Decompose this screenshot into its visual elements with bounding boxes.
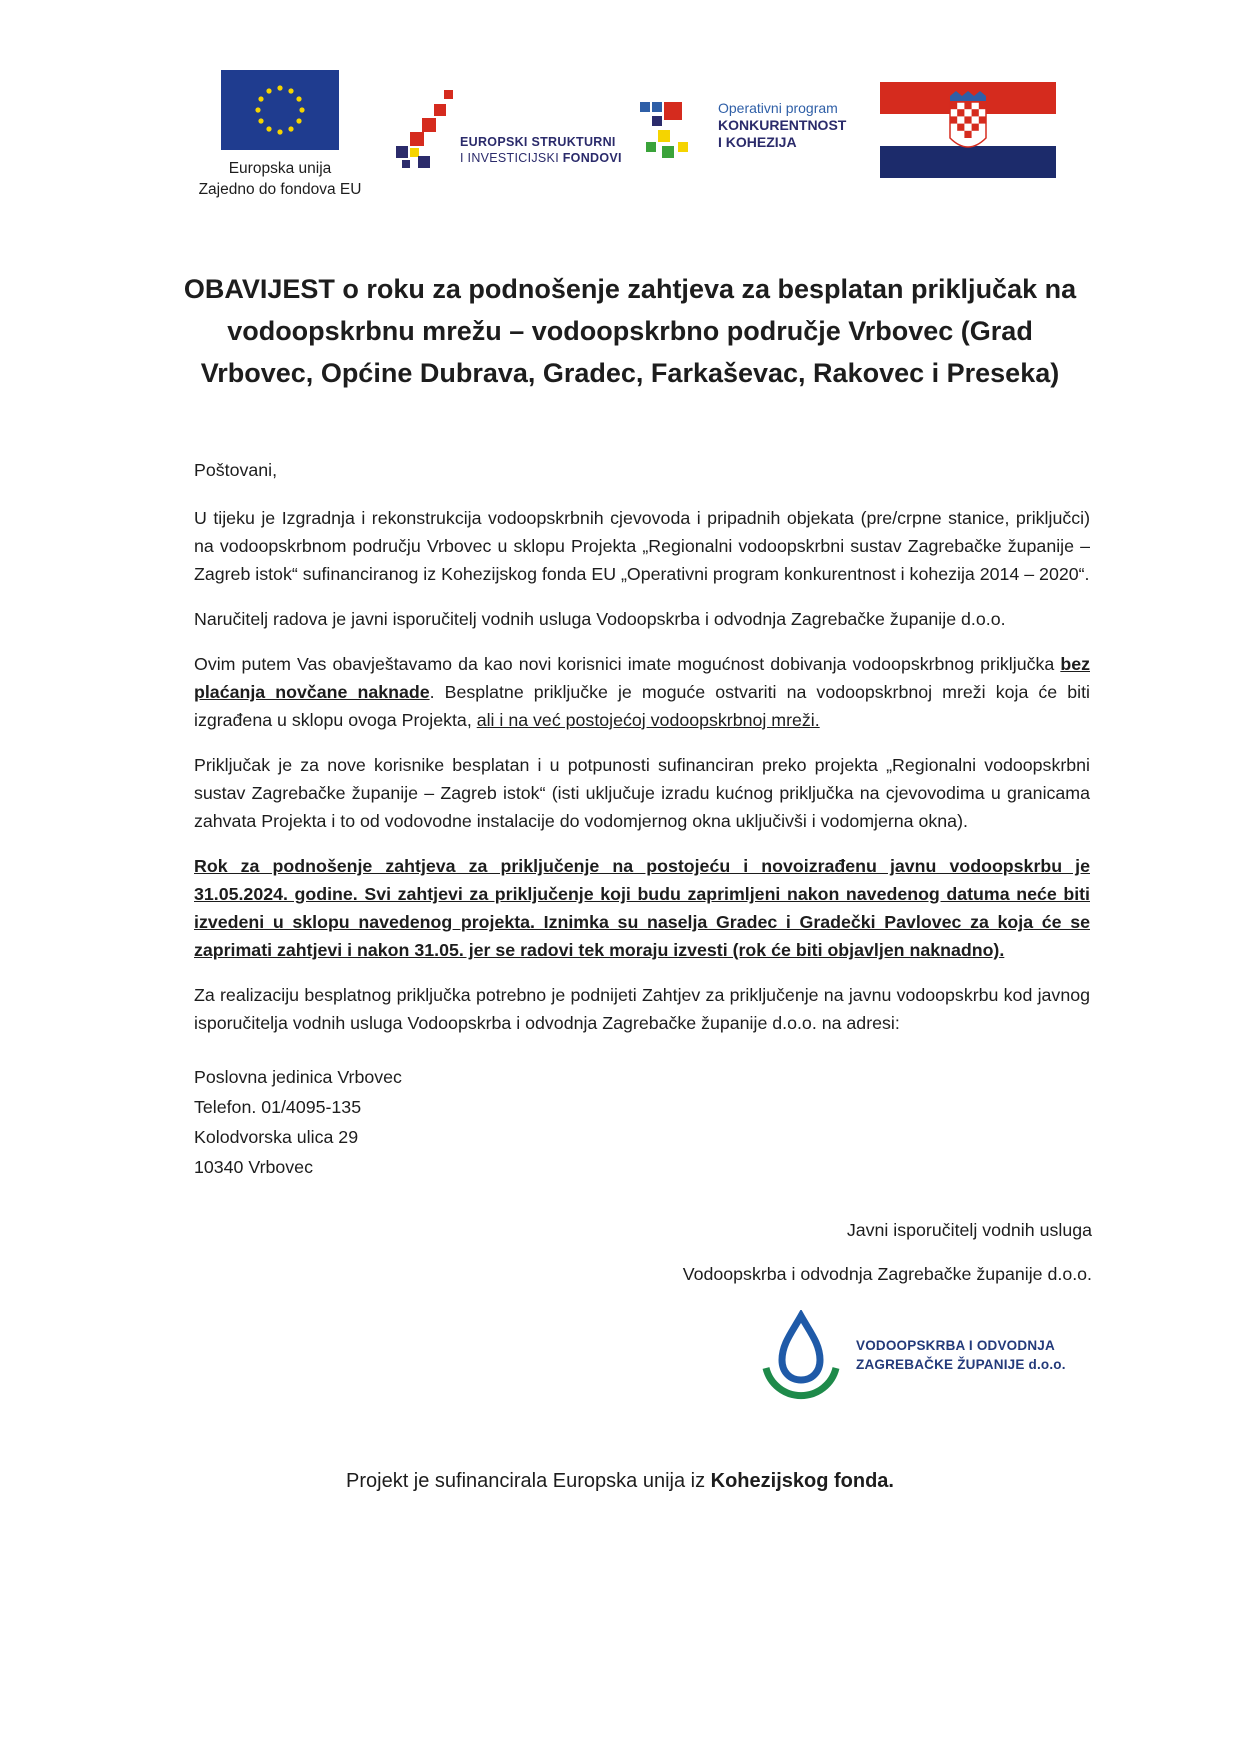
op-squares-icon [640, 102, 706, 162]
eu-caption-line2: Zajedno do fondova EU [198, 181, 362, 198]
esif-line2: I INVESTICIJSKI FONDOVI [460, 151, 622, 165]
eu-logo [190, 70, 370, 200]
esif-squares-icon [392, 90, 462, 190]
address-block [194, 1062, 1090, 1182]
croatia-flag-icon [880, 82, 1056, 178]
footer-note: Projekt je sufinancirala Europska unija iz Kohezijskog fonda. [346, 1470, 894, 1492]
greeting: Poštovani, [194, 460, 278, 480]
esif-logo [392, 90, 622, 190]
eu-caption-line1: Europska unija [228, 160, 332, 177]
paragraph-application: Za realizaciju besplatnog priključka potrebno je podnijeti Zahtjev za priključenje na javnu vodoopskrbu kod javnog isporučitelja vodnih usluga Vodoopskrba i odvodnja Zagrebačke županije d.o.o. na adresi: [194, 985, 1090, 1033]
address-phone: Telefon. 01/4095-135 [194, 1097, 362, 1117]
title-line2: vodoopskrbnu mrežu – vodoopskrbno područje Vrbovec (Grad [227, 316, 1033, 346]
paragraph-deadline: Rok za podnošenje zahtjeva za priključenje na postojeću i novoizrađenu javnu vodoopskrbu je 31.05.2024. godine. Svi zahtjevi za priključenje koji budu zaprimljeni nakon navedenog datuma neće biti izvedeni u sklopu navedenog projekta. Iznimka su naselja Gradec i Gradečki Pavlovec za koja će se zaprimati zahtjevi i nakon 31.05. jer se radovi tek moraju izvesti (rok će biti objavljen naknadno). [194, 856, 1090, 960]
company-logo [756, 1310, 1096, 1410]
address-city: 10340 Vrbovec [194, 1157, 313, 1177]
page-title [180, 268, 1080, 394]
esif-line1: EUROPSKI STRUKTURNI [460, 135, 616, 149]
signature-line1: Javni isporučitelj vodnih usluga [846, 1220, 1092, 1240]
paragraph-free-connection: Ovim putem Vas obavještavamo da kao novi korisnici imate mogućnost dobivanja vodoopskrbnog priključka bez plaćanja novčane naknade. Besplatne priključke je moguće ostvariti na vodoopskrbnoj mreži koja će biti izgrađena u sklopu ovoga Projekta, ali i na već postojećoj vodoopskrbnoj mreži. [194, 654, 1090, 730]
paragraph-project-info: U tijeku je Izgradnja i rekonstrukcija vodoopskrbnih cjevovoda i pripadnih objekata (pre/crpne stanice, priključci) na vodoopskrbnom području Vrbovec u sklopu Projekta „Regionalni vodoopskrbni sustav Zagrebačke županije – Zagreb istok“ sufinanciranog iz Kohezijskog fonda EU „Operativni program konkurentnost i kohezija 2014 – 2020“. [194, 508, 1090, 584]
op-line2: KONKURENTNOST [718, 117, 847, 133]
existing-network-highlight: ali i na već postojećoj vodoopskrbnoj mreži. [476, 710, 820, 730]
title-line1: OBAVIJEST o roku za podnošenje zahtjeva za besplatan priključak na [183, 274, 1077, 304]
company-logo-line1: VODOOPSKRBA I ODVODNJA [856, 1338, 1055, 1353]
paragraph-cofinancing: Priključak je za nove korisnike besplatan i u potpunosti sufinanciran preko projekta „Regionalni vodoopskrbni sustav Zagrebačke županije – Zagreb istok“ (isti uključuje izradu kućnog priključka na cjevovodima u granicama zahvata Projekta i to od vodovodne instalacije do vodomjernog okna uključivši i vodomjerna okna). [194, 755, 1090, 831]
footer-fund-name: Kohezijskog fonda. [710, 1470, 894, 1492]
company-logo-line2: ZAGREBAČKE ŽUPANIJE d.o.o. [856, 1357, 1066, 1372]
eu-flag-icon [221, 70, 339, 150]
address-street: Kolodvorska ulica 29 [194, 1127, 359, 1147]
paragraph-client: Naručitelj radova je javni isporučitelj vodnih usluga Vodoopskrba i odvodnja Zagrebačke županije d.o.o. [194, 609, 1006, 629]
op-line3: I KOHEZIJA [718, 134, 797, 150]
op-line1: Operativni program [718, 100, 838, 116]
op-logo [640, 100, 860, 180]
title-line3: Vrbovec, Općine Dubrava, Gradec, Farkaševac, Rakovec i Preseka) [200, 358, 1060, 388]
letter-body [194, 456, 1090, 1182]
signature-block [600, 1208, 1092, 1296]
address-unit: Poslovna jedinica Vrbovec [194, 1067, 402, 1087]
logo-row [0, 60, 1240, 220]
signature-line2: Vodoopskrba i odvodnja Zagrebačke županije d.o.o. [682, 1264, 1092, 1284]
no-fee-highlight: bez plaćanja novčane naknade [194, 654, 1090, 702]
water-drop-icon [756, 1310, 846, 1406]
